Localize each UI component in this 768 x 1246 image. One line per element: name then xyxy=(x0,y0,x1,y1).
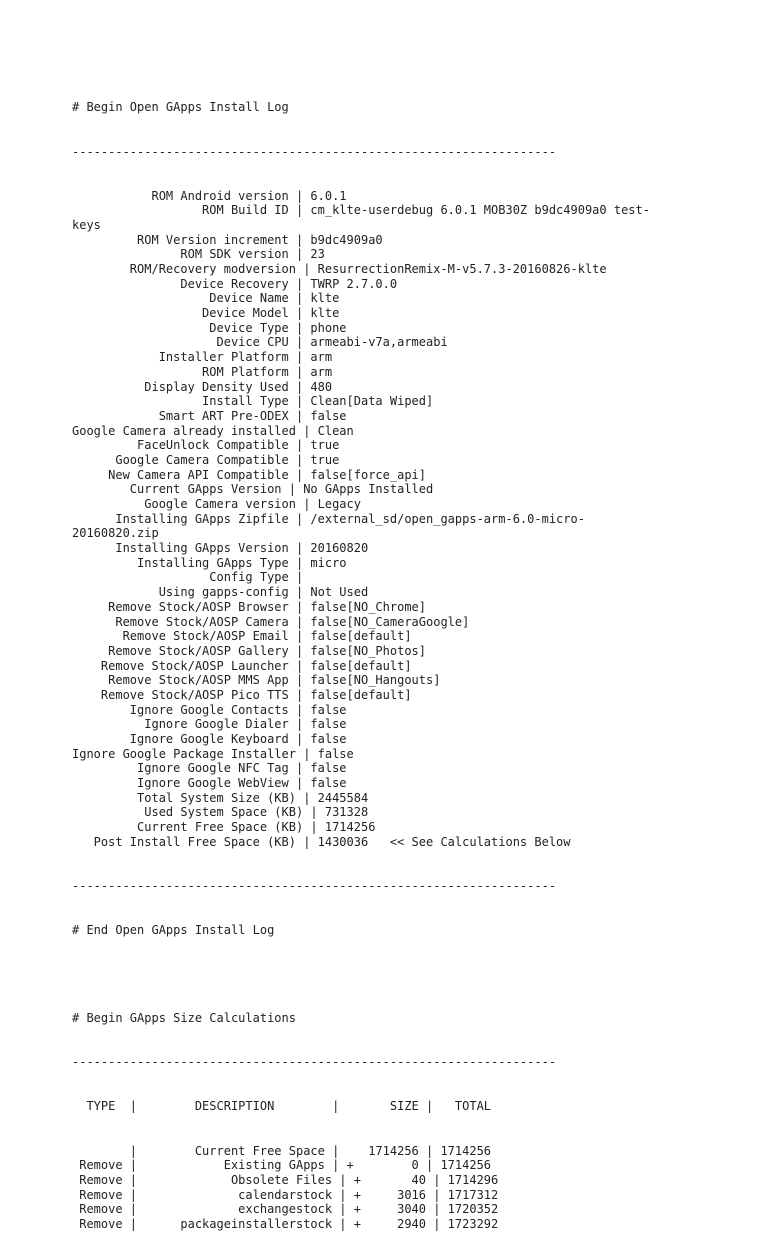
blank-line xyxy=(72,967,712,982)
log-row: Remove Stock/AOSP Pico TTS | false[default] xyxy=(72,687,412,702)
log-row: Google Camera already installed | Clean xyxy=(72,423,354,438)
calc-row: | Current Free Space | 1714256 | 1714256 xyxy=(72,1143,492,1158)
log-footer: # End Open GApps Install Log xyxy=(72,923,275,938)
log-row: Current Free Space (KB) | 1714256 xyxy=(72,820,376,835)
gapps-install-log-document xyxy=(72,71,712,1246)
log-rows xyxy=(72,189,712,850)
calc-header: # Begin GApps Size Calculations xyxy=(72,1011,296,1026)
log-row: ROM SDK version | 23 xyxy=(72,247,325,262)
log-row: Display Density Used | 480 xyxy=(72,379,333,394)
log-row: Installing GApps Zipfile | /external_sd/open_gapps-arm-6.0-micro- xyxy=(72,511,585,526)
log-row: Ignore Google Dialer | false xyxy=(72,717,347,732)
calc-row: Remove | packageinstallerstock | + 2940 | 1723292 xyxy=(72,1216,499,1231)
log-row: ROM Android version | 6.0.1 xyxy=(72,188,347,203)
log-row: 20160820.zip xyxy=(72,526,159,541)
log-row: Ignore Google WebView | false xyxy=(72,776,347,791)
log-row: Ignore Google NFC Tag | false xyxy=(72,761,347,776)
log-row: Installing GApps Type | micro xyxy=(72,555,347,570)
log-row: Device Recovery | TWRP 2.7.0.0 xyxy=(72,276,398,291)
calc-row: Remove | Existing GApps | + 0 | 1714256 xyxy=(72,1158,492,1173)
log-row: ROM Build ID | cm_klte-userdebug 6.0.1 MOB30Z b9dc4909a0 test- xyxy=(72,203,650,218)
log-row: Ignore Google Contacts | false xyxy=(72,702,347,717)
log-row: Remove Stock/AOSP Gallery | false[NO_Photos] xyxy=(72,643,427,658)
log-row: Remove Stock/AOSP Browser | false[NO_Chrome] xyxy=(72,599,427,614)
log-header: # Begin Open GApps Install Log xyxy=(72,100,289,115)
log-row: Installer Platform | arm xyxy=(72,350,333,365)
log-row: Config Type | xyxy=(72,570,304,585)
log-row: Current GApps Version | No GApps Installed xyxy=(72,482,434,497)
log-row: Smart ART Pre-ODEX | false xyxy=(72,408,347,423)
log-row: Device Type | phone xyxy=(72,320,347,335)
log-row: Device Model | klte xyxy=(72,306,340,321)
log-row: Total System Size (KB) | 2445584 xyxy=(72,790,369,805)
log-row: Device Name | klte xyxy=(72,291,340,306)
calc-rows xyxy=(72,1144,712,1232)
log-row: Remove Stock/AOSP MMS App | false[NO_Hangouts] xyxy=(72,673,441,688)
log-top-divider: ------------------------------------------------------------------- xyxy=(72,144,557,159)
log-row: Install Type | Clean[Data Wiped] xyxy=(72,394,434,409)
calc-column-header: TYPE | DESCRIPTION | SIZE | TOTAL xyxy=(72,1099,492,1114)
log-row: Remove Stock/AOSP Camera | false[NO_CameraGoogle] xyxy=(72,614,470,629)
log-row: Remove Stock/AOSP Launcher | false[default] xyxy=(72,658,412,673)
log-row: FaceUnlock Compatible | true xyxy=(72,438,340,453)
log-row: ROM Platform | arm xyxy=(72,364,333,379)
log-row: Used System Space (KB) | 731328 xyxy=(72,805,369,820)
calc-divider: ------------------------------------------------------------------- xyxy=(72,1055,557,1070)
log-row: keys xyxy=(72,217,101,232)
log-bottom-divider: ------------------------------------------------------------------- xyxy=(72,878,557,893)
log-row: Google Camera Compatible | true xyxy=(72,452,340,467)
log-row: Ignore Google Package Installer | false xyxy=(72,746,354,761)
calc-row: Remove | exchangestock | + 3040 | 1720352 xyxy=(72,1202,499,1217)
log-row: Remove Stock/AOSP Email | false[default] xyxy=(72,629,412,644)
log-row: New Camera API Compatible | false[force_api] xyxy=(72,467,427,482)
log-row: ROM Version increment | b9dc4909a0 xyxy=(72,232,383,247)
calc-row: Remove | Obsolete Files | + 40 | 1714296 xyxy=(72,1172,499,1187)
log-row: Using gapps-config | Not Used xyxy=(72,585,369,600)
log-row: Post Install Free Space (KB) | 1430036 << See Calculations Below xyxy=(72,834,571,849)
calc-row: Remove | calendarstock | + 3016 | 1717312 xyxy=(72,1187,499,1202)
log-row: Installing GApps Version | 20160820 xyxy=(72,541,369,556)
log-row: Device CPU | armeabi-v7a,armeabi xyxy=(72,335,448,350)
log-row: Ignore Google Keyboard | false xyxy=(72,732,347,747)
log-row: Google Camera version | Legacy xyxy=(72,497,361,512)
log-row: ROM/Recovery modversion | ResurrectionRemix-M-v5.7.3-20160826-klte xyxy=(72,262,607,277)
